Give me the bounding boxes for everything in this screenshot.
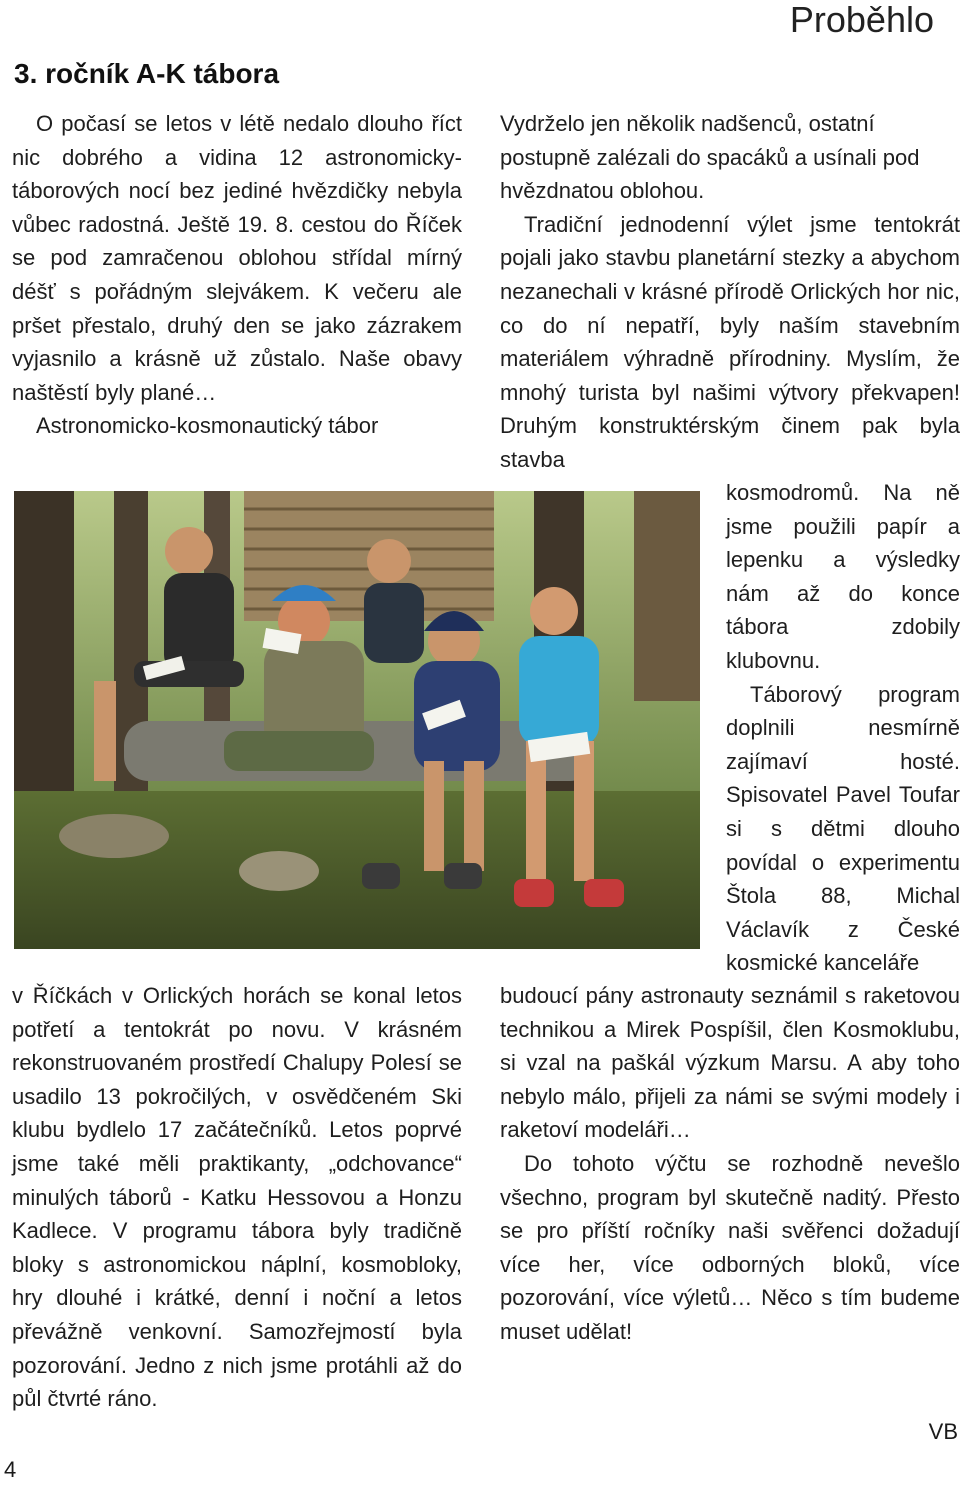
camp-photo [14, 491, 700, 949]
paragraph-conclusion: Do tohoto výčtu se rozhodně nevešlo všechno, program byl skutečně naditý. Přesto se pro příští ročníky naši svěřenci dožadují více her, více odborných bloků, více pozorování, více výletů… Něco s tím budeme muset udělat! [500, 1150, 960, 1344]
paragraph-cosmodromes: kosmodromů. Na ně jsme použili papír a lepenku a výsledky nám až do konce tábora zdobily klubovnu. [726, 480, 960, 673]
article-title: 3. ročník A-K tábora [14, 58, 280, 89]
left-column-bottom [12, 979, 462, 1416]
page-number: 4 [4, 1457, 17, 1482]
paragraph-intro: O počasí se letos v létě nedalo dlouho říct nic dobrého a vidina 12 astronomicky-táborových nocí bez jediné hvězdičky nebyla vůbec radostná. Ještě 19. 8. cestou do Říček se pod zamračenou oblohou střídal mírný déšť s pořádným slejvákem. K večeru ale pršet přestalo, druhý den se jako zázrakem vyjasnilo a krásně už zůstalo. Naše obavy naštěstí byly plané… [12, 111, 462, 405]
author-signature: VB [928, 1419, 958, 1444]
right-column-narrow [726, 476, 960, 980]
children-reading-in-forest-photo [14, 491, 700, 949]
section-label: Proběhlo [789, 0, 934, 40]
paragraph-guests-continued: budoucí pány astronauty seznámil s raketovou technikou a Mirek Pospíšil, člen Kosmoklubu, si vzal na paškál výzkum Marsu. A aby toho nebylo málo, přijeli za námi se svými modely i raketoví modeláři… [500, 983, 960, 1143]
paragraph-excursion: Tradiční jednodenní výlet jsme tentokrát pojali jako stavbu planetární stezky a abychom nezanechali v krásné přírodě Orlických hor nic, co do ní nepatří, byly naším stavebním materiálem výhradně přírodniny. Myslím, že mnohý turista byl našimi výtvory překvapen! Druhým konstruktérským činem pak byla stavba [500, 211, 960, 472]
right-column-bottom [500, 979, 960, 1349]
paragraph-camp-lead: Astronomicko-kosmonautický tábor [36, 413, 379, 439]
paragraph-guests: Táborový program doplnili nesmírně zajímaví hosté. Spisovatel Pavel Toufar si s dětmi dlouho povídal o experimentu Štola 88, Michal Václavík z České kosmické kanceláře [726, 681, 960, 976]
paragraph-observation-night: Vydrželo jen několik nadšenců, ostatní postupně zalézali do spacáků a usínali pod hvězdnatou oblohou. [500, 111, 920, 204]
left-column-top [12, 107, 462, 443]
paragraph-camp-details: v Říčkách v Orlických horách se konal letos potřetí a tentokrát po novu. V krásném rekonstruovaném prostředí Chalupy Polesí se usadilo 13 pokročilých, v osvědčeném Ski klubu bydlelo 17 začátečníků. Letos poprvé jsme také měli praktikanty, „odchovance“ minulých táborů - Katku Hessovou a Honzu Kadlece. V programu tábora byly tradičně bloky s astronomickou náplní, kosmobloky, hry dlouhé i krátké, denní i noční a letos převážně venkovní. Samozřejmostí byla pozorování. Jedno z nich jsme protáhli až do půl čtvrté ráno. [12, 983, 462, 1412]
right-column-top [500, 107, 960, 477]
